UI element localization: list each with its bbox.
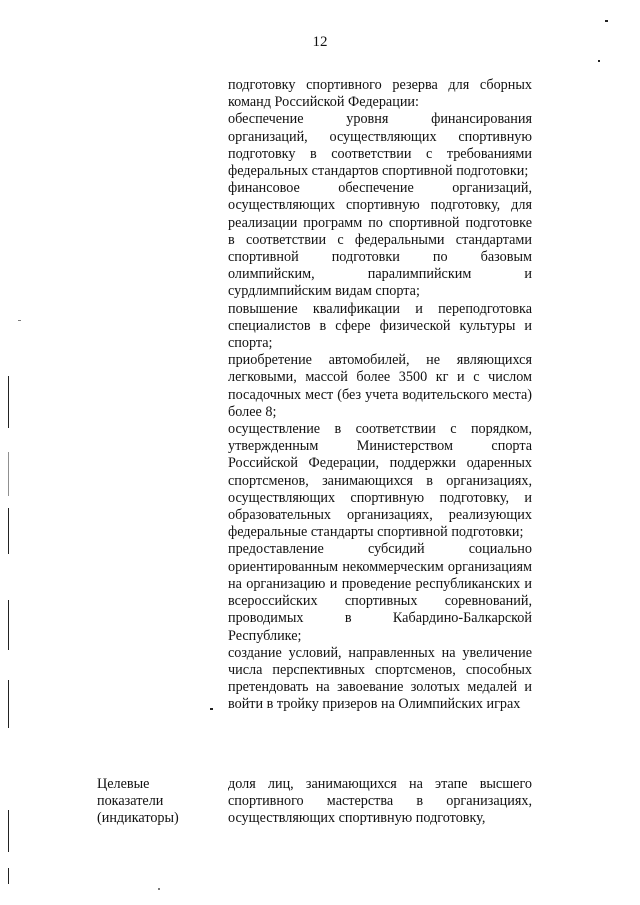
scan-mark bbox=[8, 680, 9, 728]
paragraph-1: подготовку спортивного резерва для сборных команд Российской Федерации: bbox=[228, 77, 532, 111]
scan-mark bbox=[158, 888, 160, 890]
scan-mark bbox=[18, 320, 21, 321]
body-text-column bbox=[228, 77, 532, 714]
scan-mark bbox=[8, 600, 9, 650]
target-paragraph: доля лиц, занимающихся на этапе высшего спортивного мастерства в организациях, осуществляющих спортивную подготовку, bbox=[228, 776, 532, 827]
paragraph-4: повышение квалификации и переподготовка специалистов в сфере физической культуры и спорта; bbox=[228, 300, 532, 352]
scan-mark bbox=[598, 60, 600, 62]
scan-mark bbox=[8, 452, 9, 496]
scan-mark bbox=[8, 508, 9, 554]
paragraph-7: предоставление субсидий социально ориентированным некоммерческим организациям на организацию и проведение республиканских и всероссийских спортивных соревнований, проводимых в Кабардино-Балкарской Республике; bbox=[228, 541, 532, 644]
paragraph-5: приобретение автомобилей, не являющихся легковыми, массой более 3500 кг и с числом посадочных мест (без учета водительского места) более 8; bbox=[228, 352, 532, 420]
section-label-line: Целевые bbox=[97, 776, 150, 792]
section-label bbox=[97, 776, 212, 828]
scan-mark bbox=[8, 810, 9, 852]
paragraph-2: обеспечение уровня финансирования организаций, осуществляющих спортивную подготовку в соответствии с требованиями федеральных стандартов спортивной подготовки; bbox=[228, 111, 532, 180]
target-indicators-text bbox=[228, 776, 532, 828]
section-label-line: показатели bbox=[97, 793, 164, 810]
section-label-line: (индикаторы) bbox=[97, 810, 179, 827]
paragraph-3: финансовое обеспечение организаций, осуществляющих спортивную подготовку, для реализации программ по спортивной подготовке в соответствии с федеральными стандартами спортивной подготовки по базовым олимпийским, паралимпийским и сурдлимпийским видам спорта; bbox=[228, 180, 532, 300]
paragraph-6: осуществление в соответствии с порядком, утвержденным Министерством спорта Российской Федерации, поддержки одаренных спортсменов, занимающихся в организациях, осуществляющих спортивную подготовку, и образовательных организациях, реализующих федеральные стандарты спортивной подготовки; bbox=[228, 421, 532, 541]
scan-mark bbox=[210, 708, 213, 710]
page-number: 12 bbox=[312, 34, 328, 50]
scan-mark bbox=[8, 376, 9, 428]
paragraph-8: создание условий, направленных на увеличение числа перспективных спортсменов, способных претендовать на завоевание золотых медалей и войти в тройку призеров на Олимпийских играх bbox=[228, 644, 532, 713]
scan-mark bbox=[605, 20, 608, 22]
scan-mark bbox=[8, 868, 9, 884]
